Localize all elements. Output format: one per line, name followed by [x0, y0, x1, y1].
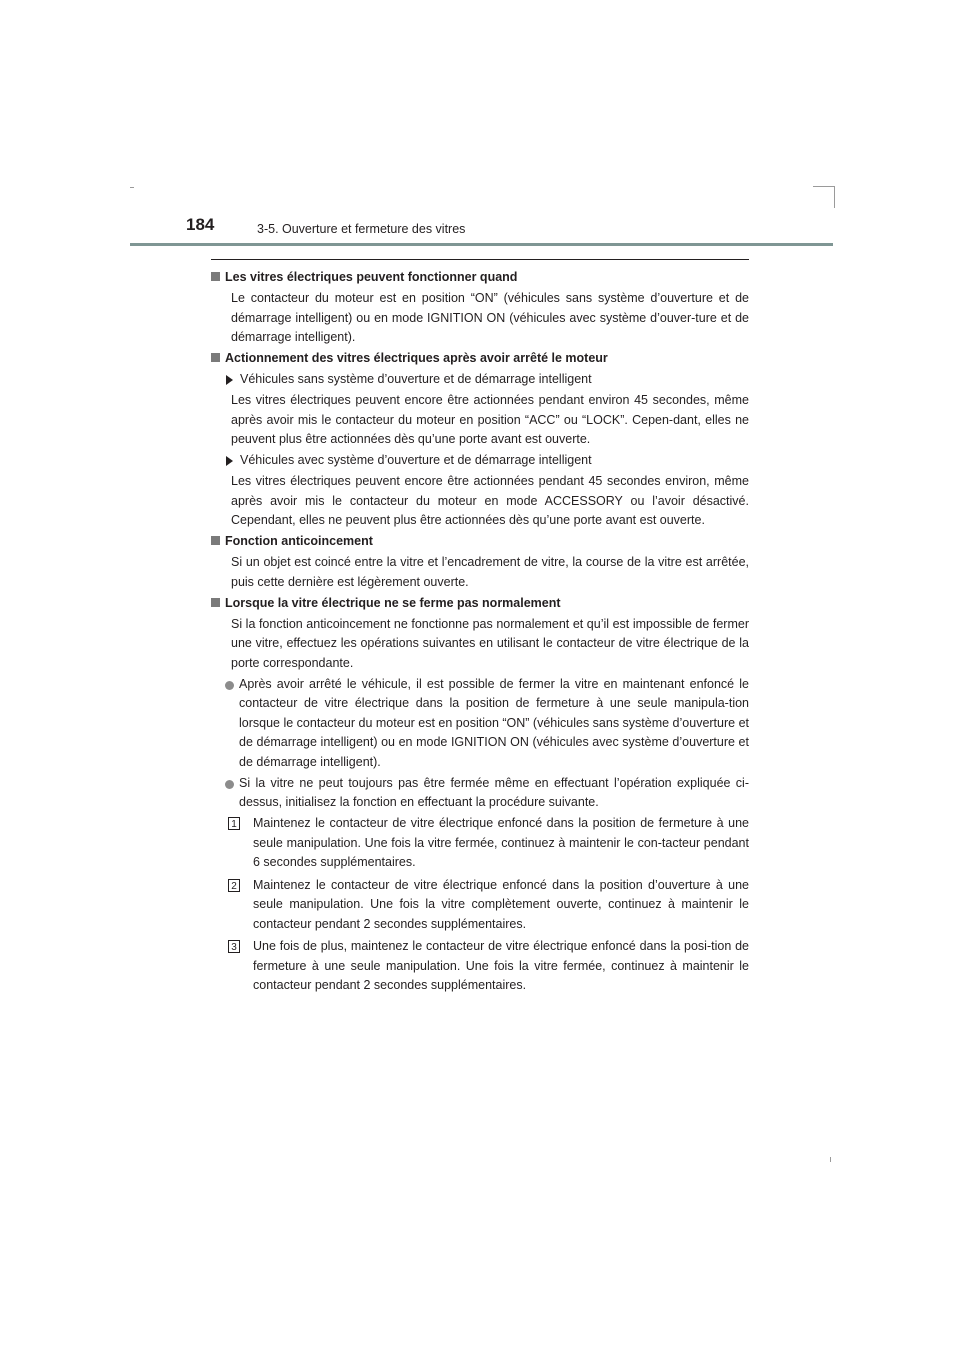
crop-mark-top-left: [130, 187, 134, 188]
section-heading: [211, 349, 749, 369]
list-item-text: Si la vitre ne peut toujours pas être fermée même en effectuant l’opération expliquée ci-dessus, initialisez la fonction en effectuant la procédure suivante.: [239, 775, 749, 809]
step-text: Maintenez le contacteur de vitre électrique enfoncé dans la position de fermeture à une seule manipulation. Une fois la vitre fermée, continuez à maintenir le con-tacteur pendant 6 secondes supplémentaires.: [253, 816, 749, 869]
circle-bullet-icon: [225, 681, 234, 690]
sub-heading-text: Véhicules avec système d’ouverture et de démarrage intelligent: [240, 453, 592, 467]
crop-mark-top-right: [813, 186, 835, 187]
sub-heading: [211, 451, 749, 471]
page-content: [211, 268, 749, 999]
heading-text: Fonction anticoincement: [225, 534, 373, 548]
section-title: 3-5. Ouverture et fermeture des vitres: [257, 222, 466, 236]
sub-heading-text: Véhicules sans système d’ouverture et de démarrage intelligent: [240, 372, 592, 386]
square-bullet-icon: [211, 536, 220, 545]
list-item: [211, 774, 749, 813]
step-number-badge: 2: [228, 879, 240, 892]
step-number-badge: 3: [228, 940, 240, 953]
crop-mark-top-right-vertical: [834, 186, 835, 208]
section-heading: [211, 532, 749, 552]
step-text: Une fois de plus, maintenez le contacteur de vitre électrique enfoncé dans la posi-tion de fermeture à une seule manipulation. Une fois la vitre fermée, continuez à maintenir le contacteur pendant 2 secondes supplémentaires.: [253, 939, 749, 992]
header-rule: [130, 243, 833, 246]
step-item: [211, 937, 749, 996]
section-heading: [211, 594, 749, 614]
crop-mark-bottom-right: [830, 1157, 831, 1162]
heading-text: Les vitres électriques peuvent fonctionner quand: [225, 270, 518, 284]
circle-bullet-icon: [225, 780, 234, 789]
content-rule: [211, 259, 749, 260]
list-item: [211, 675, 749, 773]
list-item-text: Après avoir arrêté le véhicule, il est possible de fermer la vitre en maintenant enfoncé le contacteur de vitre électrique dans la position de fermeture à une seule manipula-tion lorsque le contacteur du moteur est en position “ON” (véhicules sans système d’ouverture et de démarrage intelligent) ou en mode IGNITION ON (véhicules avec système d’ouverture et de démarrage intelligent).: [239, 676, 749, 769]
paragraph: Si la fonction anticoincement ne fonctionne pas normalement et qu’il est impossible de fermer une vitre, effectuez les opérations suivantes en utilisant le contacteur de vitre électrique de la porte correspondante.: [231, 616, 749, 670]
triangle-arrow-icon: [226, 456, 233, 466]
triangle-arrow-icon: [226, 375, 233, 385]
step-text: Maintenez le contacteur de vitre électrique enfoncé dans la position d’ouverture à une seule manipulation. Une fois la vitre complètement ouverte, continuez à maintenir le contacteur pendant 2 secondes supplémentaires.: [253, 877, 749, 931]
section-heading: [211, 268, 749, 288]
paragraph: Les vitres électriques peuvent encore être actionnées pendant 45 secondes environ, même après avoir mis le contacteur du moteur en mode ACCESSORY ou l’avoir désactivé. Cependant, elles ne peuvent plus être actionnées dès qu’une porte avant est ouverte.: [231, 474, 749, 527]
square-bullet-icon: [211, 353, 220, 362]
paragraph: Le contacteur du moteur est en position “ON” (véhicules sans système d’ouverture et de démarrage intelligent) ou en mode IGNITION ON (véhicules avec système d’ouver-ture et de démarrage intelligent).: [231, 291, 749, 344]
step-item: [211, 876, 749, 935]
paragraph: Si un objet est coincé entre la vitre et l’encadrement de vitre, la course de la vitre est arrêtée, puis cette dernière est légèrement ouverte.: [231, 555, 749, 589]
page-number: 184: [186, 215, 215, 234]
square-bullet-icon: [211, 272, 220, 281]
heading-text: Lorsque la vitre électrique ne se ferme pas normalement: [225, 595, 561, 610]
paragraph: Les vitres électriques peuvent encore être actionnées pendant environ 45 secondes, même après avoir mis le contacteur du moteur en position “ACC” ou “LOCK”. Cepen-dant, elles ne peuvent plus être actionnées dès qu’une porte avant est ouverte.: [231, 393, 749, 446]
step-number-badge: 1: [228, 817, 240, 830]
heading-text: Actionnement des vitres électriques après avoir arrêté le moteur: [225, 351, 608, 365]
sub-heading: [211, 370, 749, 390]
square-bullet-icon: [211, 598, 220, 607]
step-item: [211, 814, 749, 873]
